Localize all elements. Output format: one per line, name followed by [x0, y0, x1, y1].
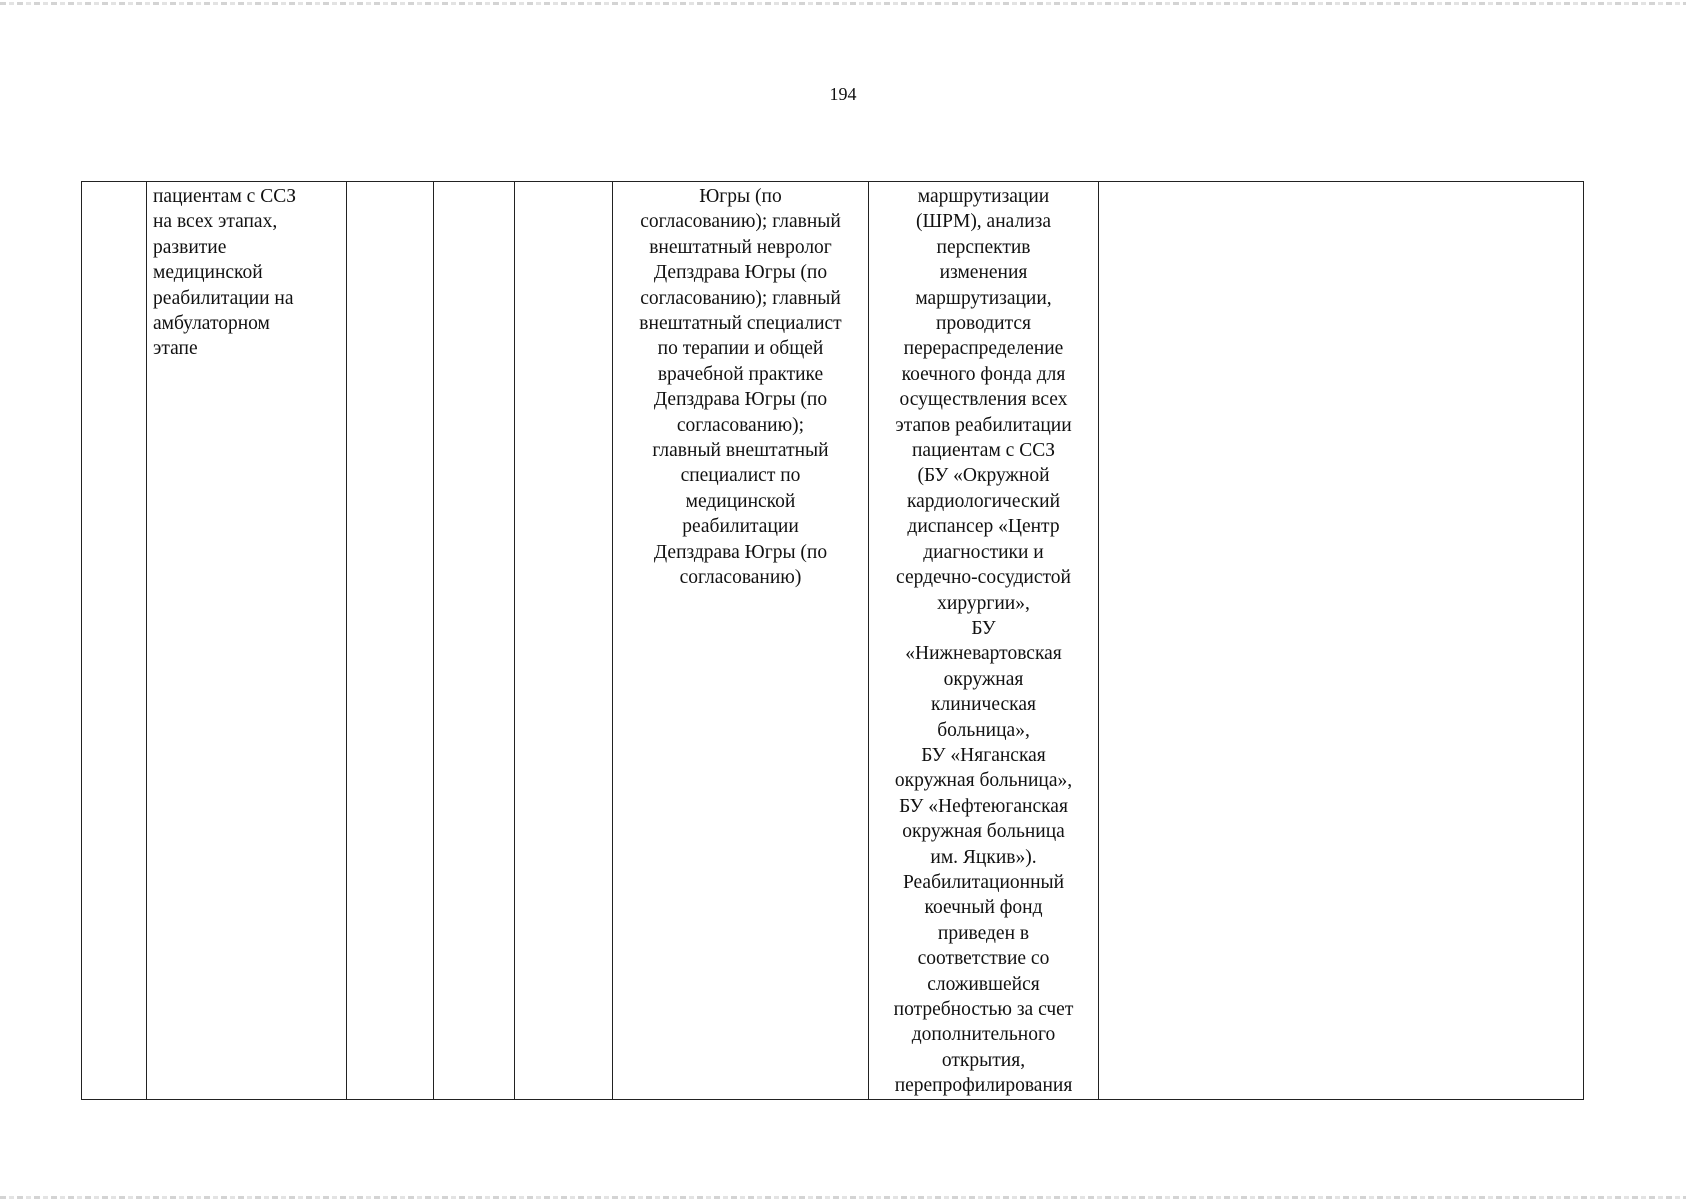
table-cell-col7	[869, 182, 1099, 1100]
table-cell-col8	[1099, 182, 1584, 1100]
responsible-text: Югры (по согласованию); главный внештатный невролог Депздрава Югры (по согласованию); главный внештатный специалист по терапии и общей врачебной практике Депздрава Югры (по согласованию); главный внештатный специалист по медицинской реабилитации Депздрава Югры (по согласованию)	[639, 186, 842, 589]
scan-edge-top	[0, 2, 1686, 5]
table-cell-col4	[434, 182, 515, 1100]
table-cell-col1	[82, 182, 147, 1100]
table-cell-col5	[515, 182, 613, 1100]
scan-edge-bottom	[0, 1196, 1686, 1199]
table-row	[82, 182, 1584, 1100]
table-cell-col2	[147, 182, 347, 1100]
result-text: маршрутизации (ШРМ), анализа перспектив изменения маршрутизации, проводится перераспределение коечного фонда для осуществления всех этапов реабилитации пациентам с ССЗ (БУ «Окружной кардиологический диспансер «Центр диагностики и сердечно-сосудистой хирургии», БУ «Нижневартовская окружная клиническая больница», БУ «Няганская окружная больница», БУ «Нефтеюганская окружная больница им. Яцкив»). Реабилитационный коечный фонд приведен в соответствие со сложившейся потребностью за счет дополнительного открытия, перепрофилирования	[893, 186, 1074, 1097]
page-number: 194	[829, 84, 857, 104]
data-table	[81, 181, 1584, 1100]
goal-text: пациентам с ССЗ на всех этапах, развитие медицинской реабилитации на амбулаторном этапе	[153, 186, 296, 360]
table-cell-col3	[347, 182, 434, 1100]
table-cell-col6	[613, 182, 869, 1100]
